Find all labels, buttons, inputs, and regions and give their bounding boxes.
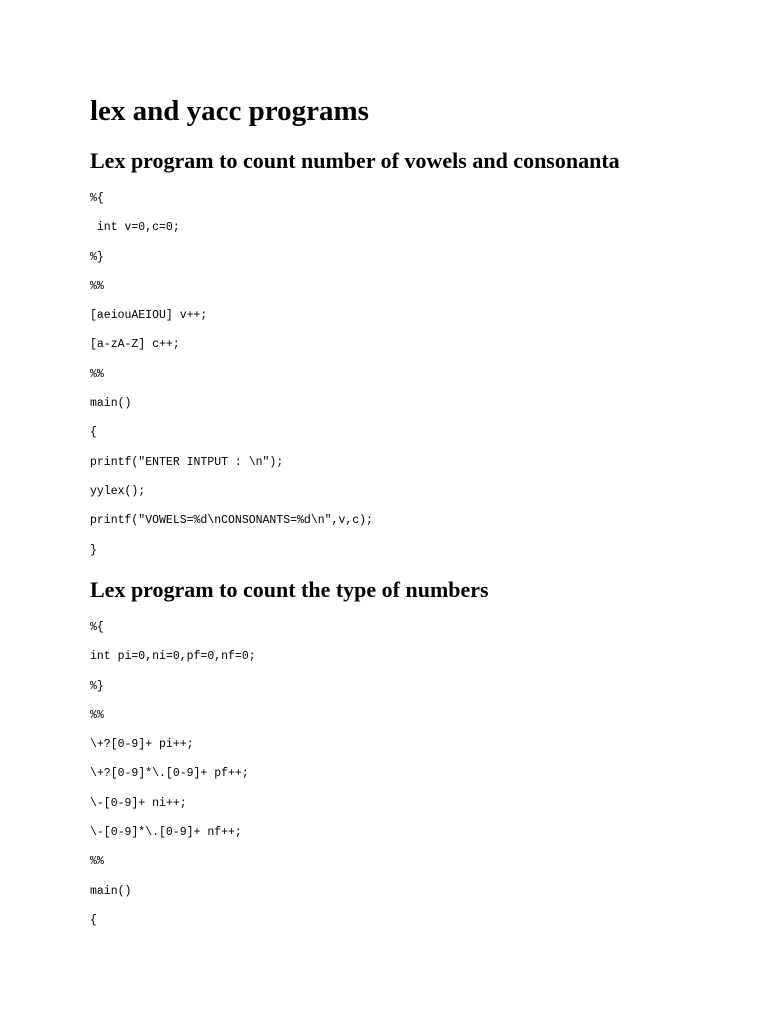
code-line: %{: [90, 192, 104, 205]
code-line: %%: [90, 855, 104, 869]
code-line: %}: [90, 250, 104, 264]
code-line: main(): [90, 884, 132, 898]
code-block-numbers: [90, 620, 256, 942]
code-line: main(): [90, 397, 132, 411]
code-line: %}: [90, 679, 104, 693]
section-heading-numbers: Lex program to count the type of numbers: [90, 577, 489, 602]
code-line: %%: [90, 367, 104, 381]
code-line: %%: [90, 279, 104, 293]
code-line: \-[0-9]*\.[0-9]+ nf++;: [90, 826, 242, 840]
code-line: {: [90, 426, 97, 440]
code-line: [aeiouAEIOU] v++;: [90, 309, 208, 323]
code-line: {: [90, 913, 97, 927]
code-line: }: [90, 543, 97, 557]
code-line: \+?[0-9]+ pi++;: [90, 738, 194, 752]
code-line: int pi=0,ni=0,pf=0,nf=0;: [90, 650, 256, 664]
code-line: \-[0-9]+ ni++;: [90, 796, 187, 810]
code-line: %%: [90, 708, 104, 722]
code-line: %{: [90, 621, 104, 634]
code-line: [a-zA-Z] c++;: [90, 338, 180, 352]
page-title: lex and yacc programs: [90, 95, 369, 127]
code-line: printf("ENTER INTPUT : \n");: [90, 455, 284, 469]
code-line: int v=0,c=0;: [90, 221, 180, 235]
section-heading-vowels: Lex program to count number of vowels and consonanta: [90, 148, 620, 173]
code-line: yylex();: [90, 484, 146, 498]
code-line: \+?[0-9]*\.[0-9]+ pf++;: [90, 767, 249, 781]
code-block-vowels: [90, 191, 373, 572]
code-line: printf("VOWELS=%d\nCONSONANTS=%d\n",v,c);: [90, 514, 373, 528]
